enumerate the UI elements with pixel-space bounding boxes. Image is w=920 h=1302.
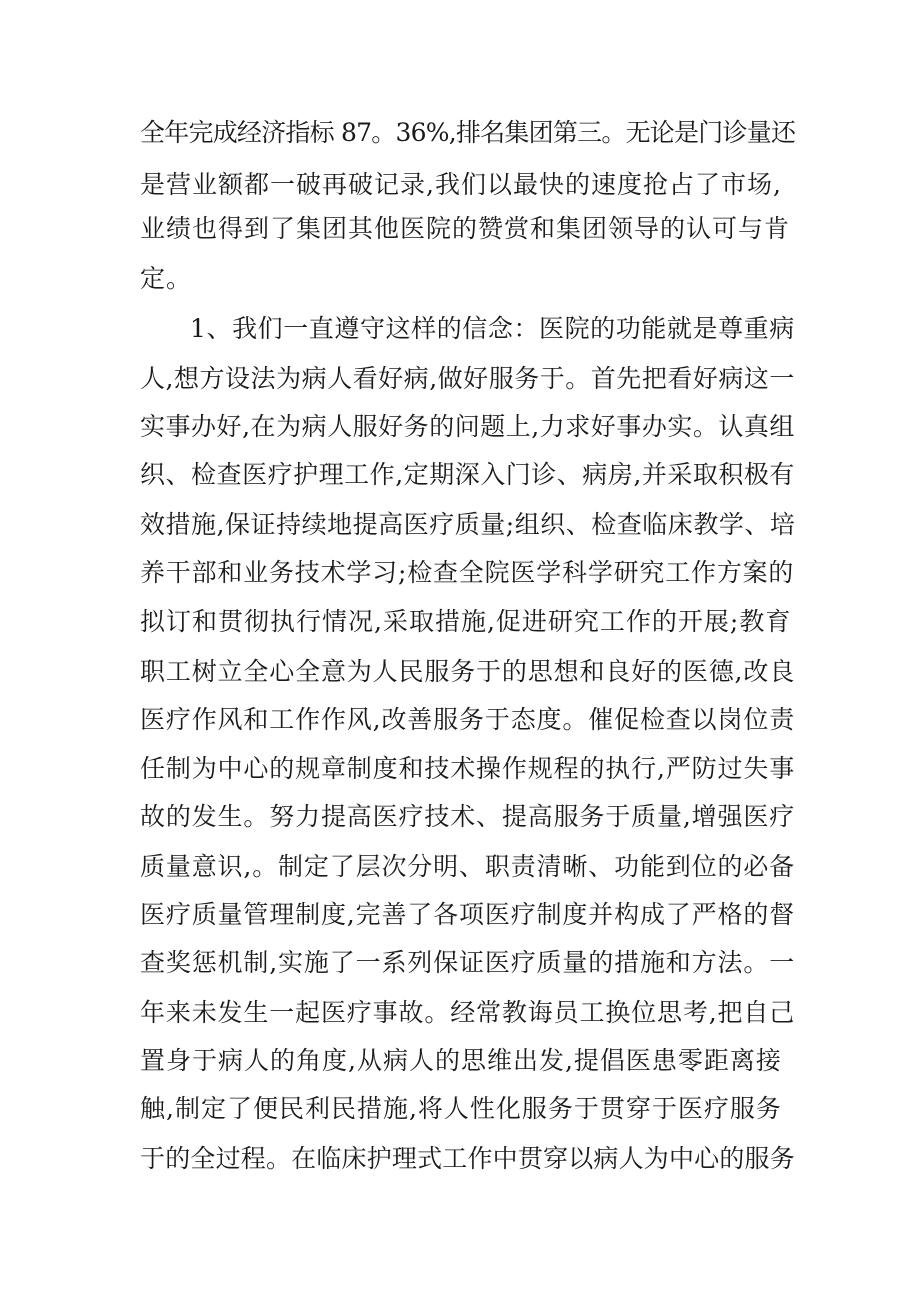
paragraph-line: 人,想方设法为病人看好病,做好服务于。首先把看好病这一 xyxy=(140,364,795,393)
paragraph-line: 业绩也得到了集团其他医院的赞赏和集团领导的认可与肯 xyxy=(140,214,791,243)
paragraph-line: 质量意识,。制定了层次分明、职责清晰、功能到位的必备 xyxy=(140,852,796,881)
paragraph-line: 故的发生。努力提高医疗技术、提高服务于质量,增强医疗 xyxy=(140,802,796,831)
paragraph-line: 职工树立全心全意为人民服务于的思想和良好的医德,改良 xyxy=(140,657,796,686)
paragraph-line: 置身于病人的角度,从病人的思维出发,提倡医患零距离接 xyxy=(140,1046,782,1075)
paragraph-line: 医疗质量管理制度,完善了各项医疗制度并构成了严格的督 xyxy=(140,900,796,929)
paragraph-line: 实事办好,在为病人服好务的问题上,力求好事办实。认真组 xyxy=(140,412,795,441)
paragraph-line: 定。 xyxy=(140,264,193,293)
paragraph-line: 拟订和贯彻执行情况,采取措施,促进研究工作的开展;教育 xyxy=(140,607,792,636)
paragraph-line: 效措施,保证持续地提高医疗质量;组织、检查临床教学、培 xyxy=(140,510,796,539)
paragraph-line: 织、检查医疗护理工作,定期深入门诊、病房,并采取积极有 xyxy=(140,460,795,489)
paragraph-line: 查奖惩机制,实施了一系列保证医疗质量的措施和方法。一 xyxy=(140,948,796,977)
paragraph-line: 养干部和业务技术学习;检查全院医学科学研究工作方案的 xyxy=(140,558,795,587)
paragraph-line: 年来未发生一起医疗事故。经常教诲员工换位思考,把自己 xyxy=(140,998,796,1027)
paragraph-line: 1、我们一直遵守这样的信念：医院的功能就是尊重病 xyxy=(190,314,795,343)
paragraph-line: 医疗作风和工作作风,改善服务于态度。催促检查以岗位责 xyxy=(140,705,796,734)
paragraph-line: 触,制定了便民利民措施,将人性化服务于贯穿于医疗服务 xyxy=(140,1094,782,1123)
paragraph-line: 全年完成经济指标 87。36%,排名集团第三。无论是门诊量还 xyxy=(140,118,796,147)
paragraph-line: 于的全过程。在临床护理式工作中贯穿以病人为中心的服务 xyxy=(140,1144,795,1173)
paragraph-line: 是营业额都一破再破记录,我们以最快的速度抢占了市场, xyxy=(140,170,782,199)
paragraph-line: 任制为中心的规章制度和技术操作规程的执行,严防过失事 xyxy=(140,754,796,783)
